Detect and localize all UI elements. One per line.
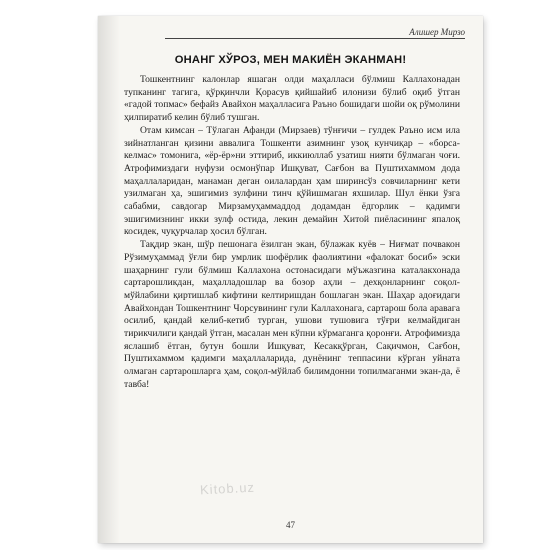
watermark: Kitob.uz	[199, 479, 256, 498]
book-page	[98, 16, 483, 543]
paragraph: Тақдир экан, шўр пешонага ёзилган экан, бўлажак куёв – Ниғмат почвакон Рўзимуҳаммад ўғли бир умрлик шофёрлик фаолиятини «фалокат босиб» эски шаҳарнинг гули бўлмиш Каллахона остонасидаги мўъжазгина каталакхонада сартарошликдан, маҳалладошлар ва бозор аҳли – дехқонларнинг соқол-мўйлабини қиртишлаб кифтини келтиришдан бошлаган экан. Шаҳар адоғидаги Авайхондан Тошкентнинг Чорсувининг гули Каллахонага, сартарош бола аравага осилиб, қандай келиб-кетиб турган, ушови тушовига тўғри келмайдиган тирикчилиги қандай ўтган, масалан мен кўпни кўрмаганга қоронғи. Атрофимизда яслашиб ётган, бутун бошли Ишқуват, Кесакқўрган, Сақичмон, Сағбон, Пуштихаммом қадимги маҳаллаларида, дунёнинг теппасини кўрган уйната олмаган сартарошларга ҳам, соқол-мўйлаб билимдонни топилмаганми экан-да, ё тавба!	[124, 239, 460, 390]
page-number: 47	[286, 520, 295, 530]
paragraph: Отам кимсан – Тўлаган Афанди (Мирзаев) тўнғичи – гулдек Раъно исм ила зийнатланган қизини аввалига Тошкенти азимнинг узоқ кунчиқар – «борса-келмас» томонига, «ёр-ёр»ни эттириб, иккиюллаб узатиш нияти бўлмаган чоғи. Атрофимиздаги нуфузи осмонўпар Ишқуват, Сағбон ва Пуштихаммом дода маҳаллаларидан, манаман деган оилалардан ҳам ширинсўз совчиларнинг кети узилмаган ҳа, эшигимиз зулфини тинч қўйишмаган яхшилар. Шул ёнки ўзга сабабми, савдогар Мирзамуҳаммаддод додамдан ёдгорлик – қадимги эшигимизнинг икки зулф остида, лекин демайин Хитой пиёласининг япалоқ косидек, чуқурчалар ҳосил бўлган.	[124, 124, 460, 238]
body-text	[124, 74, 460, 392]
chapter-title: ОНАНГ ХЎРОЗ, МЕН МАКИЁН ЭКАНМАН!	[174, 54, 407, 66]
paragraph: Тошкентнинг калонлар яшаган олди маҳалласи бўлмиш Каллахонадан тупканинг тагига, қўрқинчли Қорасув қийшайиб илонизи бўлиб оқиб ўтган «гадой топмас» бефайз Авайхон маҳалласига Раъно бошидаги шойи оқ рўмолини ҳилпиратиб келин бўлиб тушган.	[124, 74, 460, 124]
running-header: Алишер Мирзо	[165, 27, 465, 39]
